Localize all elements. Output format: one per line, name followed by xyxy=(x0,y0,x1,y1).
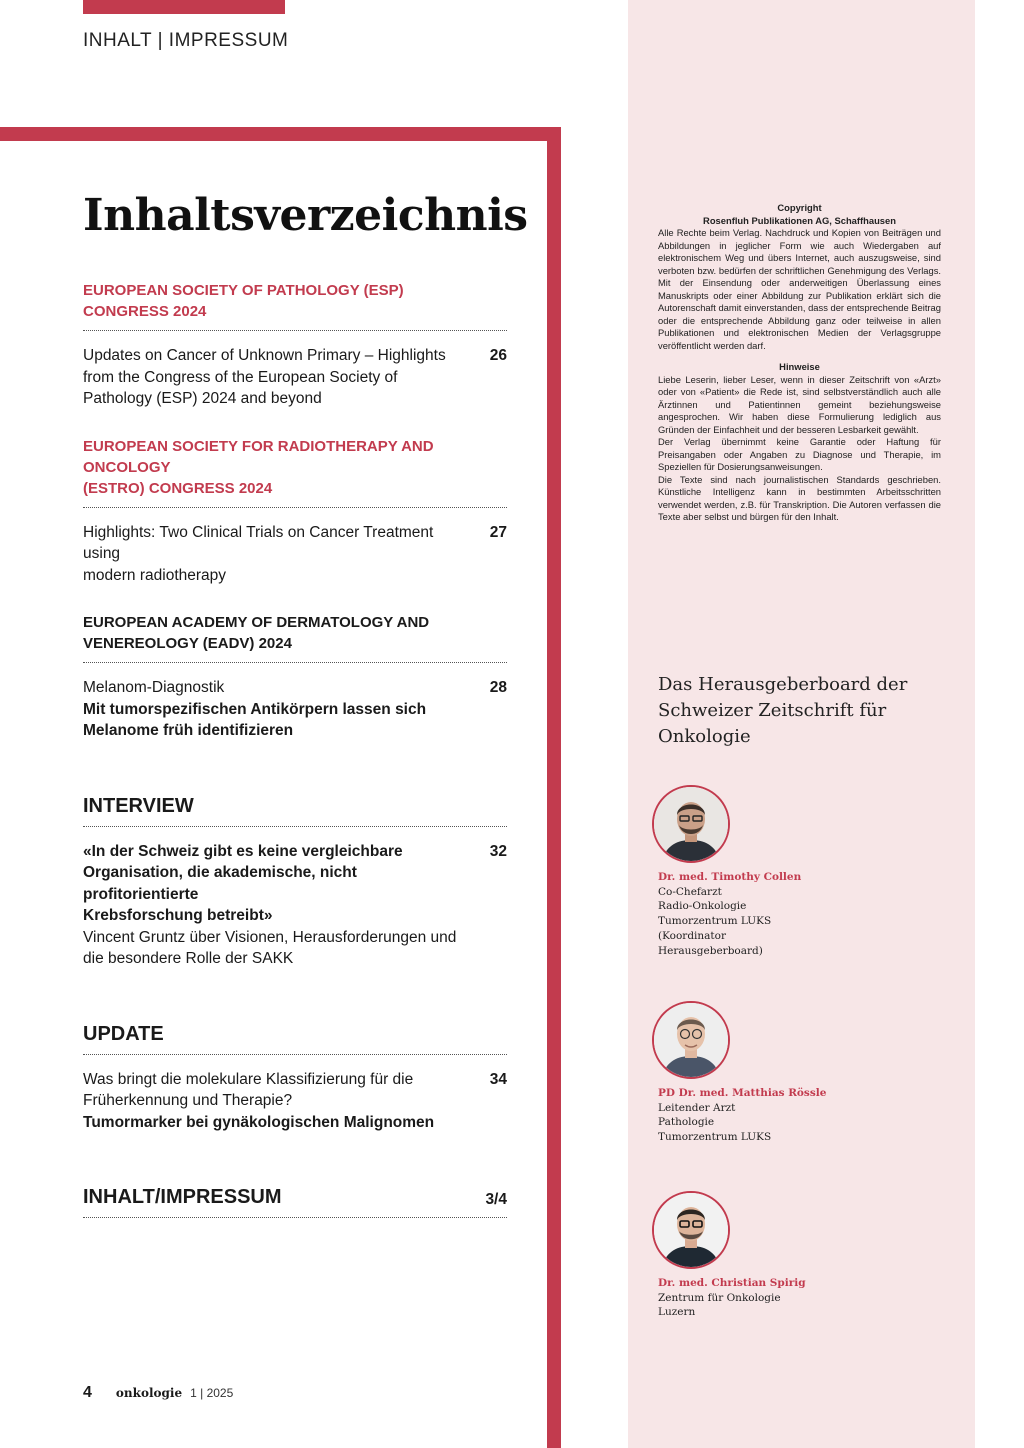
toc-category-line: CONGRESS 2024 xyxy=(83,303,207,320)
toc-entry-line: Melanome früh identifizieren xyxy=(83,722,294,739)
member-detail: Pathologie xyxy=(658,1116,715,1129)
toc-entry-line: Was bringt die molekulare Klassifizierung für die xyxy=(83,1070,414,1088)
toc-entry-line: Updates on Cancer of Unknown Primary – Highlights xyxy=(83,347,446,364)
page-number: 28 xyxy=(489,679,507,696)
toc-entry-line: Pathology (ESP) 2024 and beyond xyxy=(83,390,322,407)
hinweise-heading: Hinweise xyxy=(779,361,820,372)
member-detail: Luzern xyxy=(658,1306,696,1319)
board-member xyxy=(658,1276,938,1320)
dotted-divider xyxy=(83,1054,507,1055)
toc-entry-impressum[interactable] xyxy=(83,1185,507,1209)
publisher-name: Rosenfluh Publikationen AG, Schaffhausen xyxy=(703,214,896,226)
member-detail: Herausgeberboard) xyxy=(658,944,763,957)
toc-entry-update[interactable] xyxy=(83,1069,507,1134)
toc-category-estro xyxy=(83,436,507,499)
toc-category-line: EUROPEAN SOCIETY FOR RADIOTHERAPY AND ONCOLOGY xyxy=(83,437,434,476)
section-title: INHALT | IMPRESSUM xyxy=(83,30,289,51)
page-footer xyxy=(83,1384,233,1402)
toc-category-line: VENEREOLOGY (EADV) 2024 xyxy=(83,635,292,652)
board-member xyxy=(658,1086,938,1145)
toc-entry-line: Tumormarker bei gynäkologischen Malignomen xyxy=(83,1113,435,1131)
footer-page-number: 4 xyxy=(83,1384,92,1401)
toc-entry-line: die besondere Rolle der SAKK xyxy=(83,950,294,967)
dotted-divider xyxy=(83,662,507,663)
frame-top-border xyxy=(0,127,561,141)
member-detail: Tumorzentrum LUKS xyxy=(658,1131,772,1144)
copyright-text: Alle Rechte beim Verlag. Nachdruck und Kopien von Beiträgen und Abbildungen in jeglicher Form wie auch Wiedergaben auf elektronischem Weg und übers Internet, auch auszugsweise, sind verboten bzw. bedürfen der schriftlichen Genehmigung des Verlags. Mit der Einsendung oder anderweitigen Überlassung eines Manuskripts oder einer Abbildung zur Publikation erklärt sich die Autorenschaft damit einverstanden, dass der entsprechende Beitrag oder die entsprechende Abbildung ganz oder teilweise in allen Publikationen und elektronischen Medien der Verlagsgruppe veröffentlicht werden darf. xyxy=(658,227,941,351)
table-of-contents xyxy=(83,280,507,1218)
footer-issue: 1 | 2025 xyxy=(190,1386,234,1400)
toc-category-line: EUROPEAN ACADEMY OF DERMATOLOGY AND xyxy=(83,614,430,631)
member-detail: Tumorzentrum LUKS xyxy=(658,915,772,928)
toc-entry-esp[interactable] xyxy=(83,345,507,410)
avatar xyxy=(652,785,730,863)
dotted-divider xyxy=(83,1217,507,1218)
board-member xyxy=(658,870,938,958)
page-title: Inhaltsverzeichnis xyxy=(83,190,528,241)
avatar xyxy=(652,1001,730,1079)
toc-category-impressum: INHALT/IMPRESSUM xyxy=(83,1186,282,1208)
member-detail: Radio-Onkologie xyxy=(658,900,747,913)
toc-category-esp xyxy=(83,280,507,322)
avatar xyxy=(652,1191,730,1269)
dotted-divider xyxy=(83,330,507,331)
toc-entry-eadv[interactable] xyxy=(83,677,507,742)
page-number: 27 xyxy=(489,523,507,541)
toc-category-update: UPDATE xyxy=(83,1022,164,1045)
toc-entry-line: «In der Schweiz gibt es keine vergleichbare xyxy=(83,842,403,860)
toc-entry-line: Früherkennung und Therapie? xyxy=(83,1092,293,1109)
hinweise-paragraph: Liebe Leserin, lieber Leser, wenn in dieser Zeitschrift von «Arzt» oder von «Patient» die Rede ist, sind selbstverständlich auch alle Ärztinnen und Patientinnen gemeint beziehungsweise angesprochen. Wir haben diese Formulierung lediglich aus Gründen der Einfachheit und der besseren Lesbarkeit gewählt. xyxy=(658,373,941,435)
toc-entry-line: Vincent Gruntz über Visionen, Herausforderungen und xyxy=(83,928,457,946)
member-detail: (Koordinator xyxy=(658,929,726,942)
toc-category-line: (ESTRO) CONGRESS 2024 xyxy=(83,479,273,497)
toc-entry-line: Organisation, die akademische, nicht profitorientierte xyxy=(83,864,357,903)
editorial-board-title: Das Herausgeberboard der Schweizer Zeitschrift für Onkologie xyxy=(658,674,908,747)
toc-entry-line: Mit tumorspezifischen Antikörpern lassen sich xyxy=(83,700,427,718)
frame-right-border xyxy=(547,127,561,1448)
page-number: 26 xyxy=(489,347,507,364)
member-detail: Zentrum für Onkologie xyxy=(658,1291,781,1304)
member-name: PD Dr. med. Matthias Rössle xyxy=(658,1087,827,1099)
hinweise-paragraph: Der Verlag übernimmt keine Garantie oder Haftung für Preisangaben oder Angaben zu Diagnose und Therapie, im Speziellen für Dosierungsanweisungen. xyxy=(658,436,941,472)
hinweise-paragraph: Die Texte sind nach journalistischen Standards geschrieben. Künstliche Intelligenz kann in bestimmten Arbeitsschritten verwendet werden, z.B. für Transkription. Die Autoren verfassen die Texte aber selbst und bürgen für den Inhalt. xyxy=(658,473,941,522)
toc-entry-line: Melanom-Diagnostik xyxy=(83,679,225,696)
copyright-heading: Copyright xyxy=(777,202,822,213)
toc-category-interview: INTERVIEW xyxy=(83,794,194,817)
toc-entry-estro[interactable] xyxy=(83,522,507,587)
toc-category-line: EUROPEAN SOCIETY OF PATHOLOGY (ESP) xyxy=(83,282,404,299)
member-name: Dr. med. Christian Spirig xyxy=(658,1277,806,1289)
toc-entry-interview[interactable] xyxy=(83,841,507,970)
toc-entry-line: Krebsforschung betreibt» xyxy=(83,907,273,924)
toc-entry-line: Highlights: Two Clinical Trials on Cancer Treatment using xyxy=(83,523,434,562)
dotted-divider xyxy=(83,507,507,508)
copyright-notice xyxy=(658,202,941,524)
page-number: 34 xyxy=(489,1070,507,1088)
page-number: 3/4 xyxy=(485,1191,507,1208)
footer-brand: onkologie xyxy=(115,1386,183,1400)
member-detail: Leitender Arzt xyxy=(658,1101,736,1114)
header-accent-bar xyxy=(83,0,285,14)
toc-entry-line: from the Congress of the European Society of xyxy=(83,368,398,386)
member-detail: Co-Chefarzt xyxy=(658,885,722,898)
page-number: 32 xyxy=(489,842,507,860)
dotted-divider xyxy=(83,826,507,827)
toc-category-eadv xyxy=(83,612,507,654)
member-name: Dr. med. Timothy Collen xyxy=(658,871,802,883)
toc-entry-line: modern radiotherapy xyxy=(83,566,227,584)
